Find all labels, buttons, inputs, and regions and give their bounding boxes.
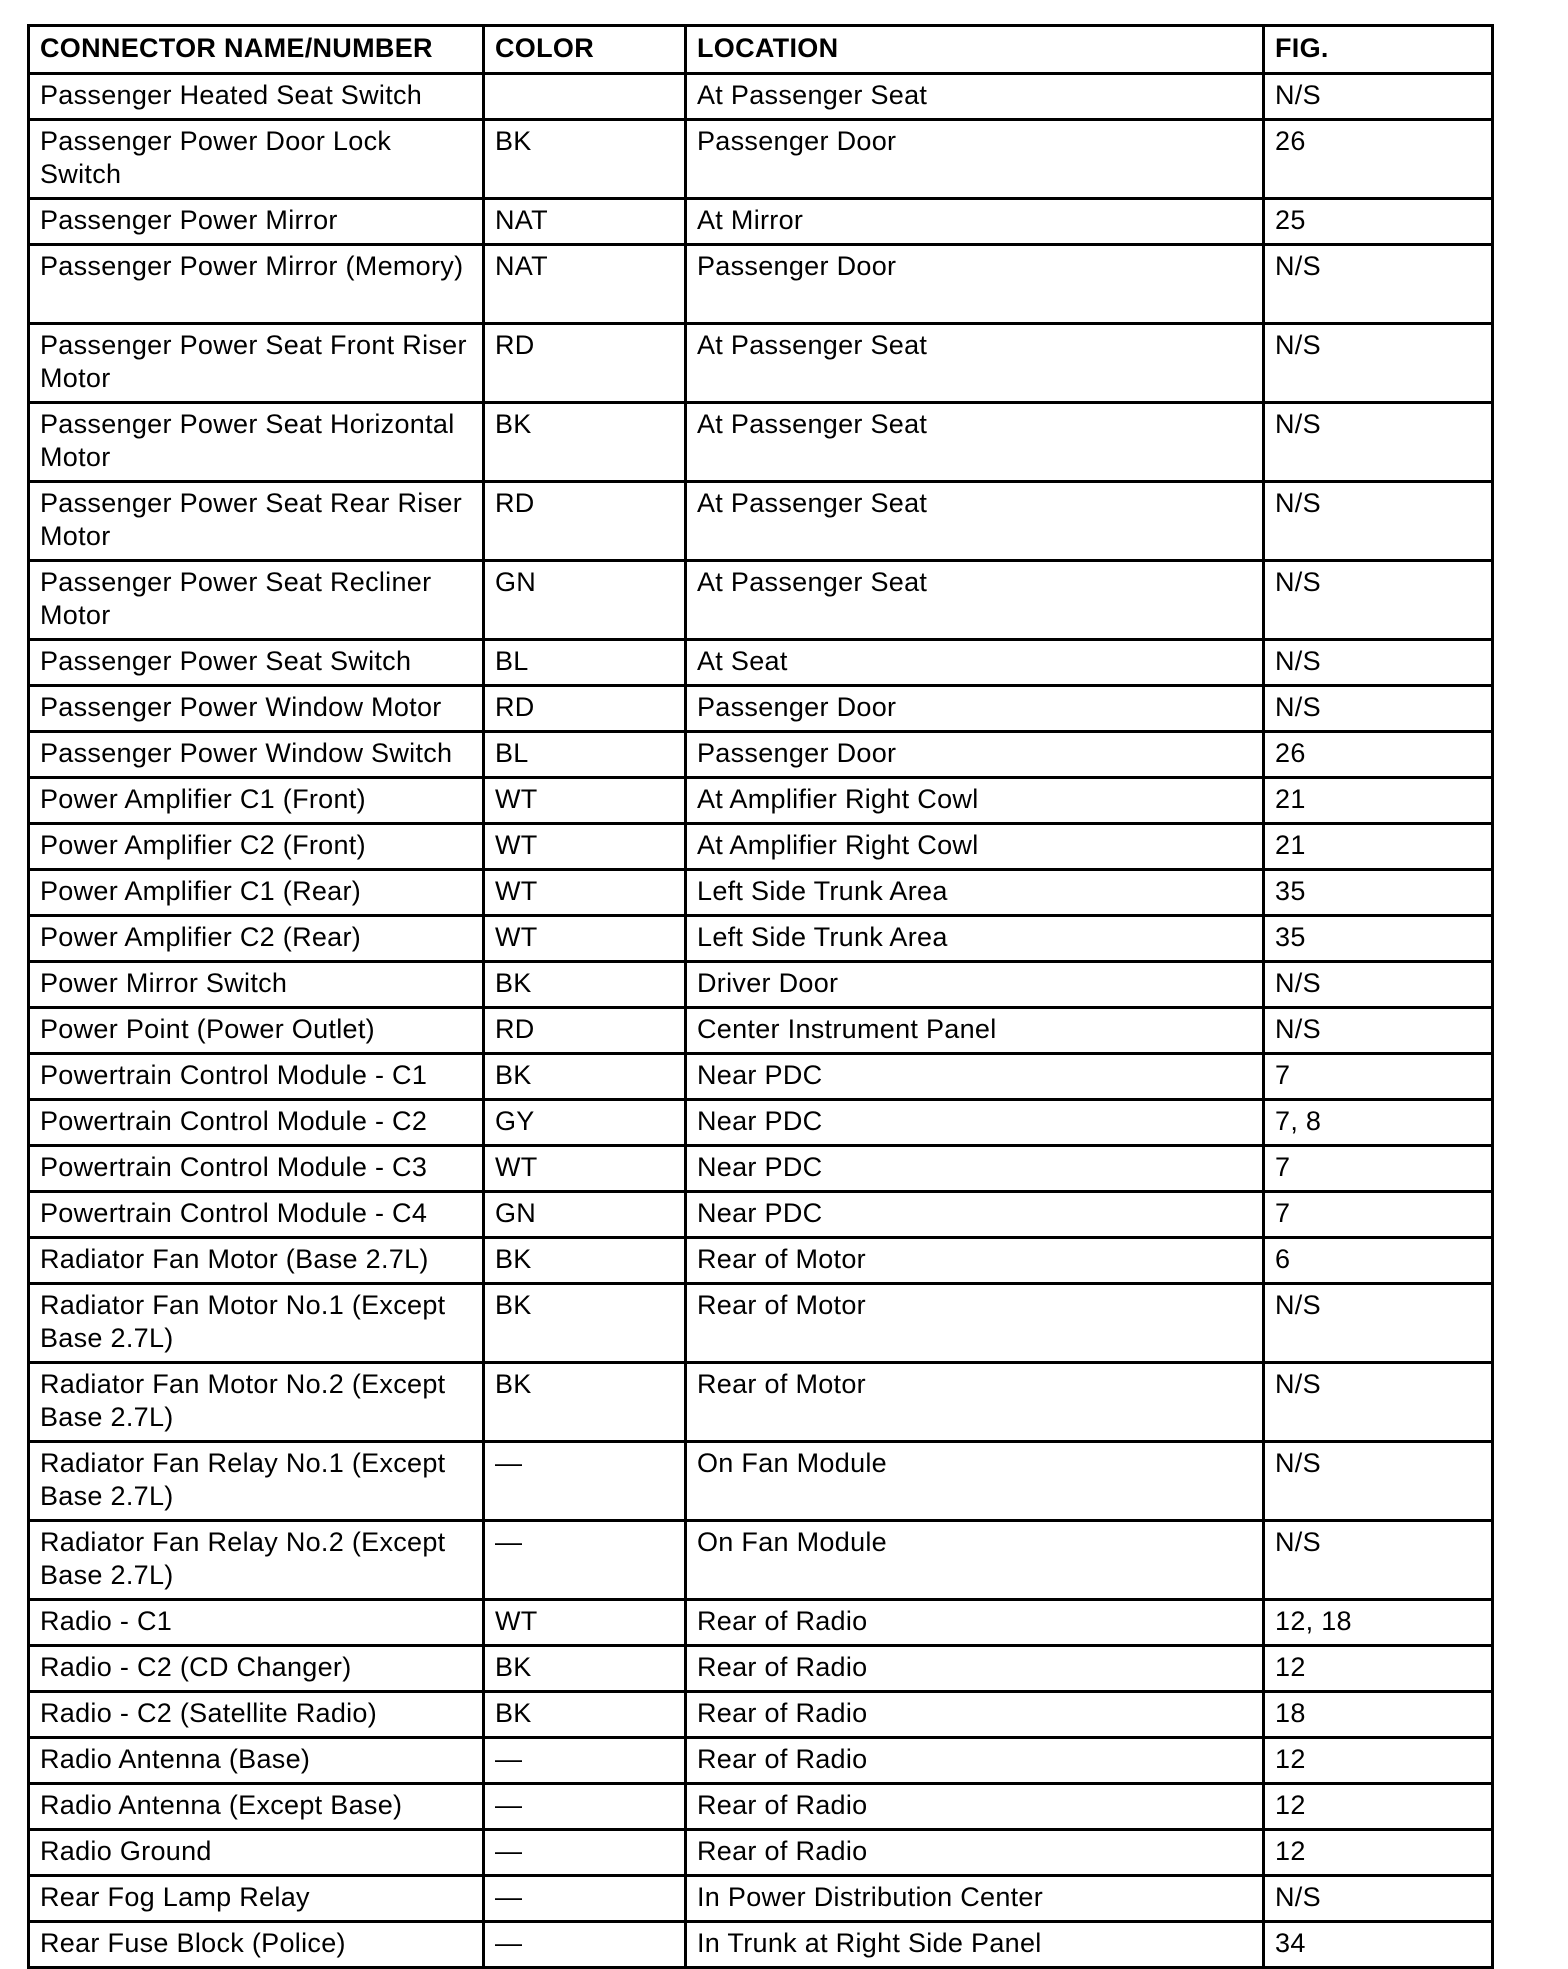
- cell-color: RD: [484, 482, 686, 561]
- table-row: [29, 561, 1493, 640]
- cell-location: At Passenger Seat: [686, 561, 1264, 640]
- cell-fig: 26: [1264, 732, 1493, 778]
- cell-fig: 7, 8: [1264, 1100, 1493, 1146]
- cell-location: At Amplifier Right Cowl: [686, 778, 1264, 824]
- cell-location: Rear of Radio: [686, 1738, 1264, 1784]
- table-row: [29, 1521, 1493, 1600]
- cell-fig: 12: [1264, 1646, 1493, 1692]
- table-row: [29, 1284, 1493, 1363]
- cell-location: At Passenger Seat: [686, 324, 1264, 403]
- cell-fig: 7: [1264, 1054, 1493, 1100]
- cell-color: BK: [484, 962, 686, 1008]
- cell-fig: 12: [1264, 1784, 1493, 1830]
- cell-location: In Power Distribution Center: [686, 1876, 1264, 1922]
- cell-connector-name: Powertrain Control Module - C2: [29, 1100, 484, 1146]
- cell-color: BL: [484, 732, 686, 778]
- cell-connector-name: Powertrain Control Module - C4: [29, 1192, 484, 1238]
- cell-color: NAT: [484, 245, 686, 324]
- cell-fig: 21: [1264, 824, 1493, 870]
- cell-fig: 34: [1264, 1922, 1493, 1968]
- cell-connector-name: Passenger Power Door Lock Switch: [29, 120, 484, 199]
- table-row: [29, 916, 1493, 962]
- cell-fig: 26: [1264, 120, 1493, 199]
- cell-connector-name: Power Amplifier C2 (Rear): [29, 916, 484, 962]
- cell-connector-name: Radio - C1: [29, 1600, 484, 1646]
- cell-location: Rear of Radio: [686, 1830, 1264, 1876]
- cell-location: Passenger Door: [686, 120, 1264, 199]
- cell-connector-name: Powertrain Control Module - C3: [29, 1146, 484, 1192]
- cell-color: [484, 74, 686, 120]
- table-row: [29, 1192, 1493, 1238]
- cell-location: Rear of Radio: [686, 1646, 1264, 1692]
- cell-fig: 35: [1264, 870, 1493, 916]
- cell-connector-name: Radiator Fan Relay No.2 (Except Base 2.7L): [29, 1521, 484, 1600]
- cell-connector-name: Passenger Heated Seat Switch: [29, 74, 484, 120]
- cell-color: BK: [484, 1054, 686, 1100]
- cell-fig: N/S: [1264, 1284, 1493, 1363]
- cell-connector-name: Radio Antenna (Except Base): [29, 1784, 484, 1830]
- table-row: [29, 1363, 1493, 1442]
- cell-color: BL: [484, 640, 686, 686]
- table-row: [29, 1238, 1493, 1284]
- cell-connector-name: Passenger Power Window Motor: [29, 686, 484, 732]
- connector-table-container: [27, 24, 1491, 1969]
- cell-fig: N/S: [1264, 962, 1493, 1008]
- table-row: [29, 1646, 1493, 1692]
- cell-location: Rear of Radio: [686, 1692, 1264, 1738]
- cell-connector-name: Powertrain Control Module - C1: [29, 1054, 484, 1100]
- table-row: [29, 640, 1493, 686]
- table-row: [29, 824, 1493, 870]
- table-row: [29, 1830, 1493, 1876]
- cell-fig: N/S: [1264, 1008, 1493, 1054]
- cell-color: —: [484, 1738, 686, 1784]
- cell-location: In Trunk at Right Side Panel: [686, 1922, 1264, 1968]
- cell-location: Rear of Radio: [686, 1600, 1264, 1646]
- table-row: [29, 1600, 1493, 1646]
- cell-color: RD: [484, 1008, 686, 1054]
- cell-fig: N/S: [1264, 245, 1493, 324]
- header-fig: FIG.: [1264, 26, 1493, 74]
- cell-fig: N/S: [1264, 1442, 1493, 1521]
- cell-connector-name: Radio - C2 (CD Changer): [29, 1646, 484, 1692]
- cell-fig: 12: [1264, 1830, 1493, 1876]
- connector-table: [27, 24, 1494, 1969]
- cell-connector-name: Power Point (Power Outlet): [29, 1008, 484, 1054]
- cell-location: At Passenger Seat: [686, 482, 1264, 561]
- cell-location: At Amplifier Right Cowl: [686, 824, 1264, 870]
- table-row: [29, 324, 1493, 403]
- cell-color: BK: [484, 1363, 686, 1442]
- header-location: LOCATION: [686, 26, 1264, 74]
- table-row: [29, 1876, 1493, 1922]
- cell-fig: N/S: [1264, 482, 1493, 561]
- cell-connector-name: Passenger Power Seat Rear Riser Motor: [29, 482, 484, 561]
- table-row: [29, 199, 1493, 245]
- cell-fig: N/S: [1264, 324, 1493, 403]
- cell-color: —: [484, 1876, 686, 1922]
- cell-fig: 12, 18: [1264, 1600, 1493, 1646]
- cell-color: WT: [484, 870, 686, 916]
- cell-fig: N/S: [1264, 403, 1493, 482]
- table-row: [29, 732, 1493, 778]
- cell-color: —: [484, 1521, 686, 1600]
- cell-connector-name: Power Mirror Switch: [29, 962, 484, 1008]
- cell-location: Center Instrument Panel: [686, 1008, 1264, 1054]
- cell-color: BK: [484, 1646, 686, 1692]
- cell-fig: N/S: [1264, 686, 1493, 732]
- cell-location: Rear of Radio: [686, 1784, 1264, 1830]
- cell-fig: 25: [1264, 199, 1493, 245]
- table-row: [29, 403, 1493, 482]
- cell-connector-name: Passenger Power Mirror (Memory): [29, 245, 484, 324]
- table-row: [29, 120, 1493, 199]
- cell-fig: 7: [1264, 1192, 1493, 1238]
- table-row: [29, 962, 1493, 1008]
- cell-location: Near PDC: [686, 1054, 1264, 1100]
- cell-location: Passenger Door: [686, 686, 1264, 732]
- cell-location: Rear of Motor: [686, 1238, 1264, 1284]
- cell-fig: N/S: [1264, 1876, 1493, 1922]
- cell-color: RD: [484, 324, 686, 403]
- cell-color: —: [484, 1922, 686, 1968]
- cell-color: —: [484, 1784, 686, 1830]
- cell-fig: 18: [1264, 1692, 1493, 1738]
- cell-location: Rear of Motor: [686, 1363, 1264, 1442]
- cell-connector-name: Rear Fuse Block (Police): [29, 1922, 484, 1968]
- cell-color: WT: [484, 1146, 686, 1192]
- cell-location: At Seat: [686, 640, 1264, 686]
- cell-color: WT: [484, 1600, 686, 1646]
- cell-color: WT: [484, 916, 686, 962]
- cell-fig: 7: [1264, 1146, 1493, 1192]
- cell-color: BK: [484, 1284, 686, 1363]
- cell-location: Left Side Trunk Area: [686, 916, 1264, 962]
- cell-connector-name: Radio Ground: [29, 1830, 484, 1876]
- cell-connector-name: Passenger Power Seat Recliner Motor: [29, 561, 484, 640]
- cell-color: GN: [484, 561, 686, 640]
- table-header-row: [29, 26, 1493, 74]
- cell-fig: N/S: [1264, 1521, 1493, 1600]
- cell-connector-name: Passenger Power Seat Switch: [29, 640, 484, 686]
- cell-fig: N/S: [1264, 1363, 1493, 1442]
- cell-fig: 12: [1264, 1738, 1493, 1784]
- cell-connector-name: Power Amplifier C1 (Front): [29, 778, 484, 824]
- cell-color: BK: [484, 1692, 686, 1738]
- cell-connector-name: Passenger Power Window Switch: [29, 732, 484, 778]
- cell-color: —: [484, 1830, 686, 1876]
- cell-connector-name: Passenger Power Seat Front Riser Motor: [29, 324, 484, 403]
- cell-color: BK: [484, 120, 686, 199]
- table-row: [29, 1054, 1493, 1100]
- cell-connector-name: Power Amplifier C2 (Front): [29, 824, 484, 870]
- cell-fig: N/S: [1264, 74, 1493, 120]
- cell-connector-name: Passenger Power Seat Horizontal Motor: [29, 403, 484, 482]
- cell-color: GY: [484, 1100, 686, 1146]
- cell-color: WT: [484, 824, 686, 870]
- cell-connector-name: Radio - C2 (Satellite Radio): [29, 1692, 484, 1738]
- table-row: [29, 778, 1493, 824]
- cell-location: Near PDC: [686, 1192, 1264, 1238]
- table-row: [29, 870, 1493, 916]
- cell-color: BK: [484, 403, 686, 482]
- cell-color: GN: [484, 1192, 686, 1238]
- cell-location: Driver Door: [686, 962, 1264, 1008]
- cell-color: BK: [484, 1238, 686, 1284]
- cell-connector-name: Radio Antenna (Base): [29, 1738, 484, 1784]
- cell-fig: 35: [1264, 916, 1493, 962]
- cell-location: Near PDC: [686, 1146, 1264, 1192]
- header-color: COLOR: [484, 26, 686, 74]
- cell-fig: N/S: [1264, 561, 1493, 640]
- cell-connector-name: Power Amplifier C1 (Rear): [29, 870, 484, 916]
- cell-fig: 21: [1264, 778, 1493, 824]
- cell-location: At Mirror: [686, 199, 1264, 245]
- table-row: [29, 686, 1493, 732]
- cell-location: At Passenger Seat: [686, 74, 1264, 120]
- cell-connector-name: Radiator Fan Motor No.2 (Except Base 2.7L): [29, 1363, 484, 1442]
- cell-location: Rear of Motor: [686, 1284, 1264, 1363]
- cell-location: Passenger Door: [686, 245, 1264, 324]
- cell-connector-name: Radiator Fan Motor No.1 (Except Base 2.7L): [29, 1284, 484, 1363]
- cell-location: On Fan Module: [686, 1521, 1264, 1600]
- table-row: [29, 74, 1493, 120]
- table-row: [29, 482, 1493, 561]
- cell-fig: 6: [1264, 1238, 1493, 1284]
- cell-connector-name: Radiator Fan Motor (Base 2.7L): [29, 1238, 484, 1284]
- cell-location: Near PDC: [686, 1100, 1264, 1146]
- table-row: [29, 1738, 1493, 1784]
- cell-color: WT: [484, 778, 686, 824]
- cell-connector-name: Rear Fog Lamp Relay: [29, 1876, 484, 1922]
- cell-location: Passenger Door: [686, 732, 1264, 778]
- header-connector-name: CONNECTOR NAME/NUMBER: [29, 26, 484, 74]
- table-row: [29, 1442, 1493, 1521]
- table-row: [29, 1100, 1493, 1146]
- cell-color: NAT: [484, 199, 686, 245]
- table-row: [29, 1008, 1493, 1054]
- cell-location: Left Side Trunk Area: [686, 870, 1264, 916]
- cell-location: At Passenger Seat: [686, 403, 1264, 482]
- table-row: [29, 1922, 1493, 1968]
- cell-color: RD: [484, 686, 686, 732]
- table-row: [29, 1784, 1493, 1830]
- table-row: [29, 1692, 1493, 1738]
- cell-color: —: [484, 1442, 686, 1521]
- cell-connector-name: Passenger Power Mirror: [29, 199, 484, 245]
- cell-connector-name: Radiator Fan Relay No.1 (Except Base 2.7L): [29, 1442, 484, 1521]
- cell-location: On Fan Module: [686, 1442, 1264, 1521]
- cell-fig: N/S: [1264, 640, 1493, 686]
- table-row: [29, 1146, 1493, 1192]
- table-row: [29, 245, 1493, 324]
